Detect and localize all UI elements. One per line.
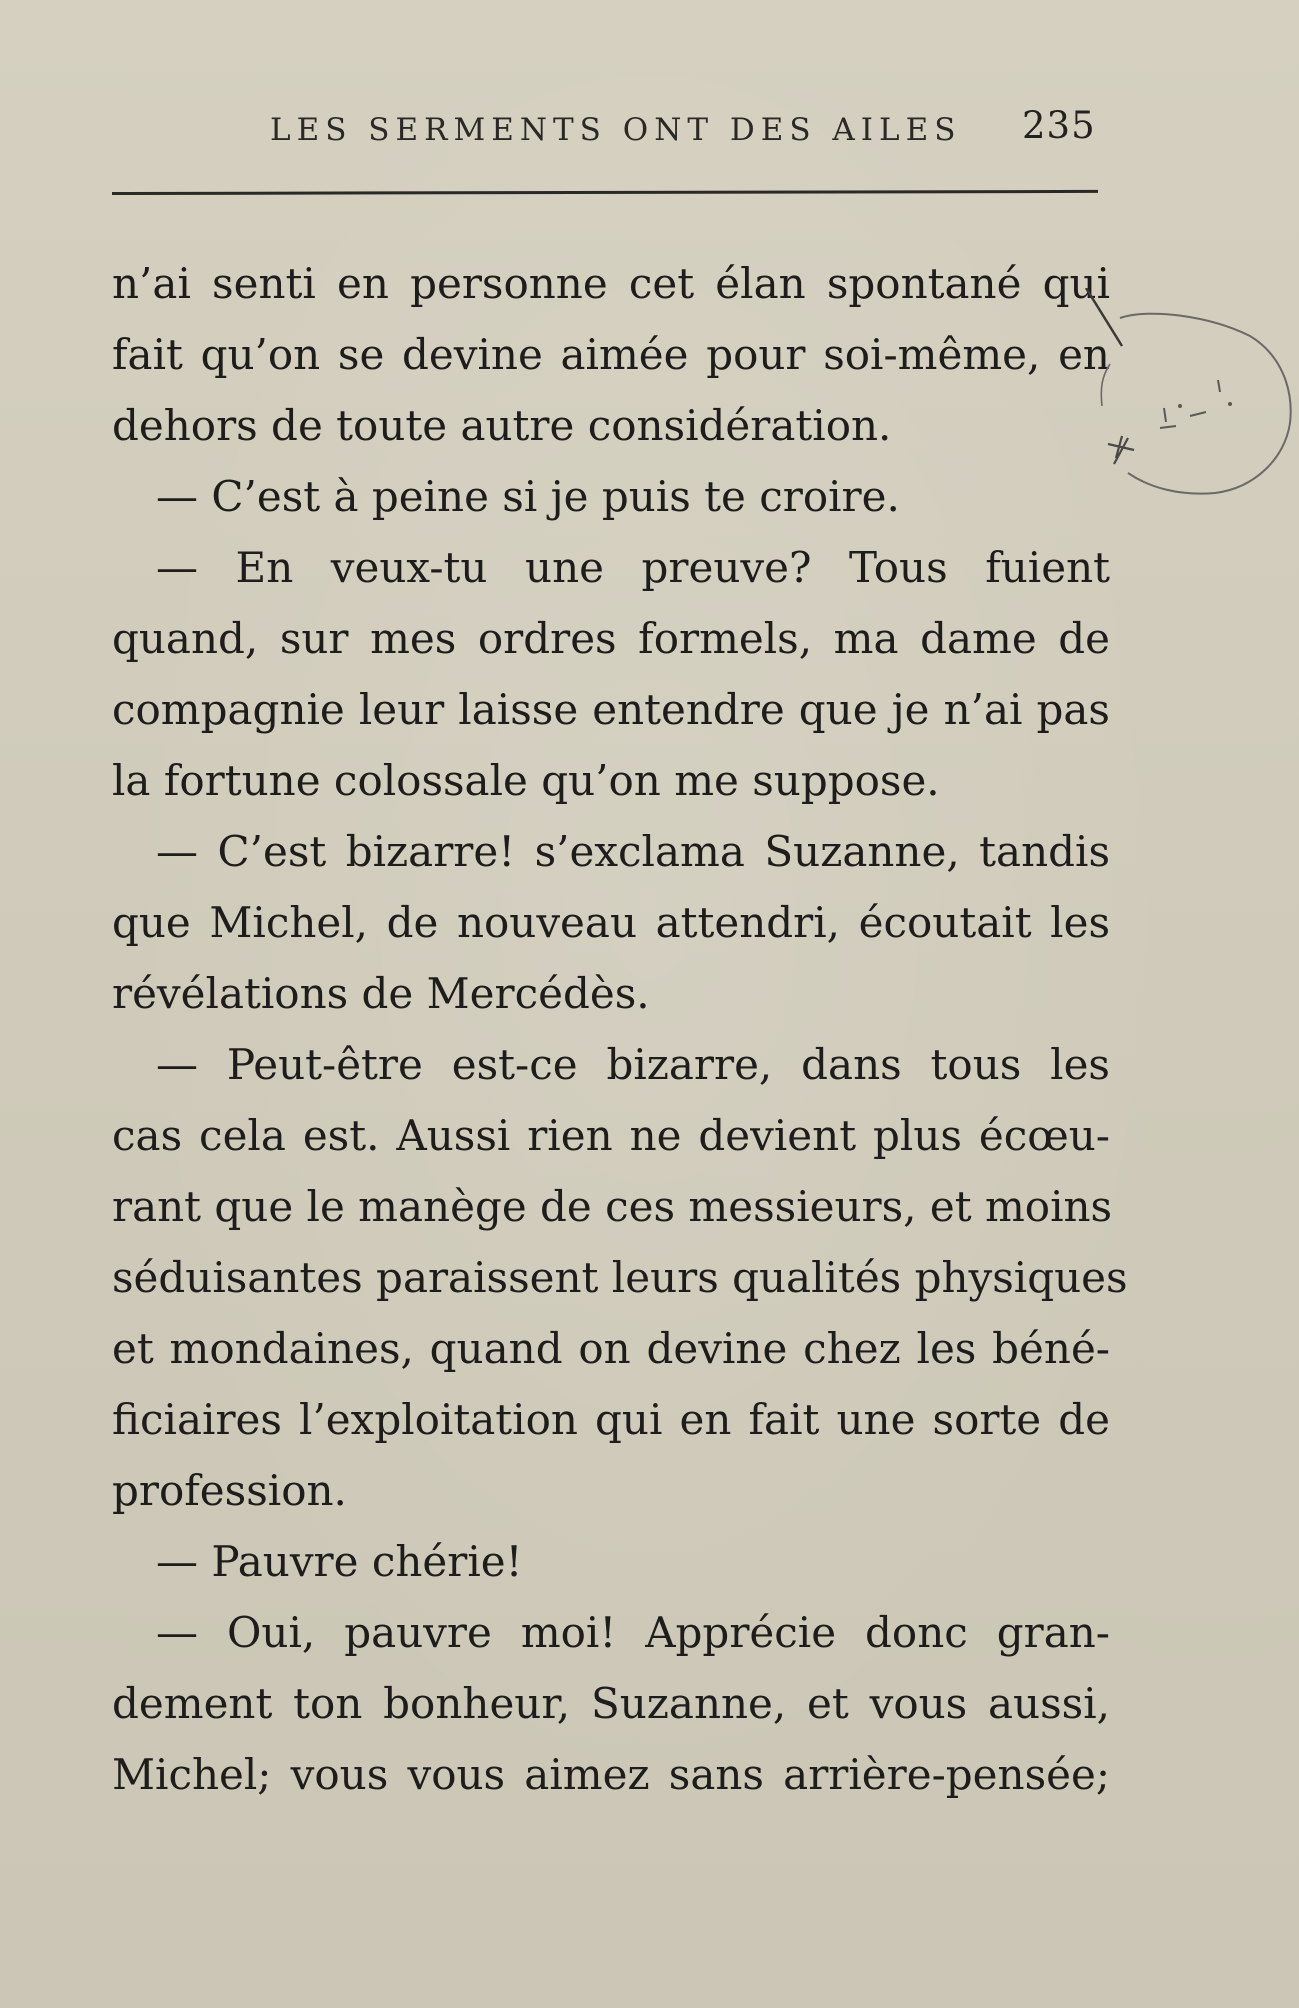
text-line: la fortune colossale qu’on me suppose. <box>112 756 940 805</box>
text-line: rant que le manège de ces messieurs, et moins <box>112 1182 1113 1231</box>
running-title: LES SERMENTS ONT DES AILES <box>270 112 962 148</box>
text-line: que Michel, de nouveau attendri, écoutait les <box>112 898 1110 947</box>
text-line: — En veux-tu une preuve? Tous fuient <box>156 543 1110 592</box>
text-line: — C’est à peine si je puis te croire. <box>156 472 900 521</box>
text-line: dement ton bonheur, Suzanne, et vous aussi, <box>112 1679 1110 1728</box>
text-line: profession. <box>112 1466 347 1515</box>
text-line: ficiaires l’exploitation qui en fait une sorte de <box>112 1395 1110 1444</box>
text-line: et mondaines, quand on devine chez les béné- <box>112 1324 1110 1373</box>
library-stamp-icon <box>1080 288 1295 503</box>
text-line: — Peut-être est-ce bizarre, dans tous les <box>156 1040 1110 1089</box>
page-text <box>112 248 1128 1810</box>
page-number: 235 <box>1022 104 1096 147</box>
text-line: — C’est bizarre! s’exclama Suzanne, tandis <box>156 827 1110 876</box>
text-line: dehors de toute autre considération. <box>112 401 892 450</box>
text-line: — Oui, pauvre moi! Apprécie donc gran- <box>156 1608 1110 1657</box>
text-line: fait qu’on se devine aimée pour soi-même, en <box>112 330 1110 379</box>
text-line: cas cela est. Aussi rien ne devient plus écœu- <box>112 1111 1110 1160</box>
text-line: Michel; vous vous aimez sans arrière-pensée; <box>112 1750 1110 1799</box>
text-line: quand, sur mes ordres formels, ma dame de <box>112 614 1110 663</box>
header-rule <box>112 190 1098 195</box>
text-line: — Pauvre chérie! <box>156 1537 523 1586</box>
text-line: compagnie leur laisse entendre que je n’ai pas <box>112 685 1110 734</box>
text-line: séduisantes paraissent leurs qualités physiques <box>112 1253 1128 1302</box>
text-line: n’ai senti en personne cet élan spontané qui <box>112 259 1110 308</box>
text-line: révélations de Mercédès. <box>112 969 650 1018</box>
